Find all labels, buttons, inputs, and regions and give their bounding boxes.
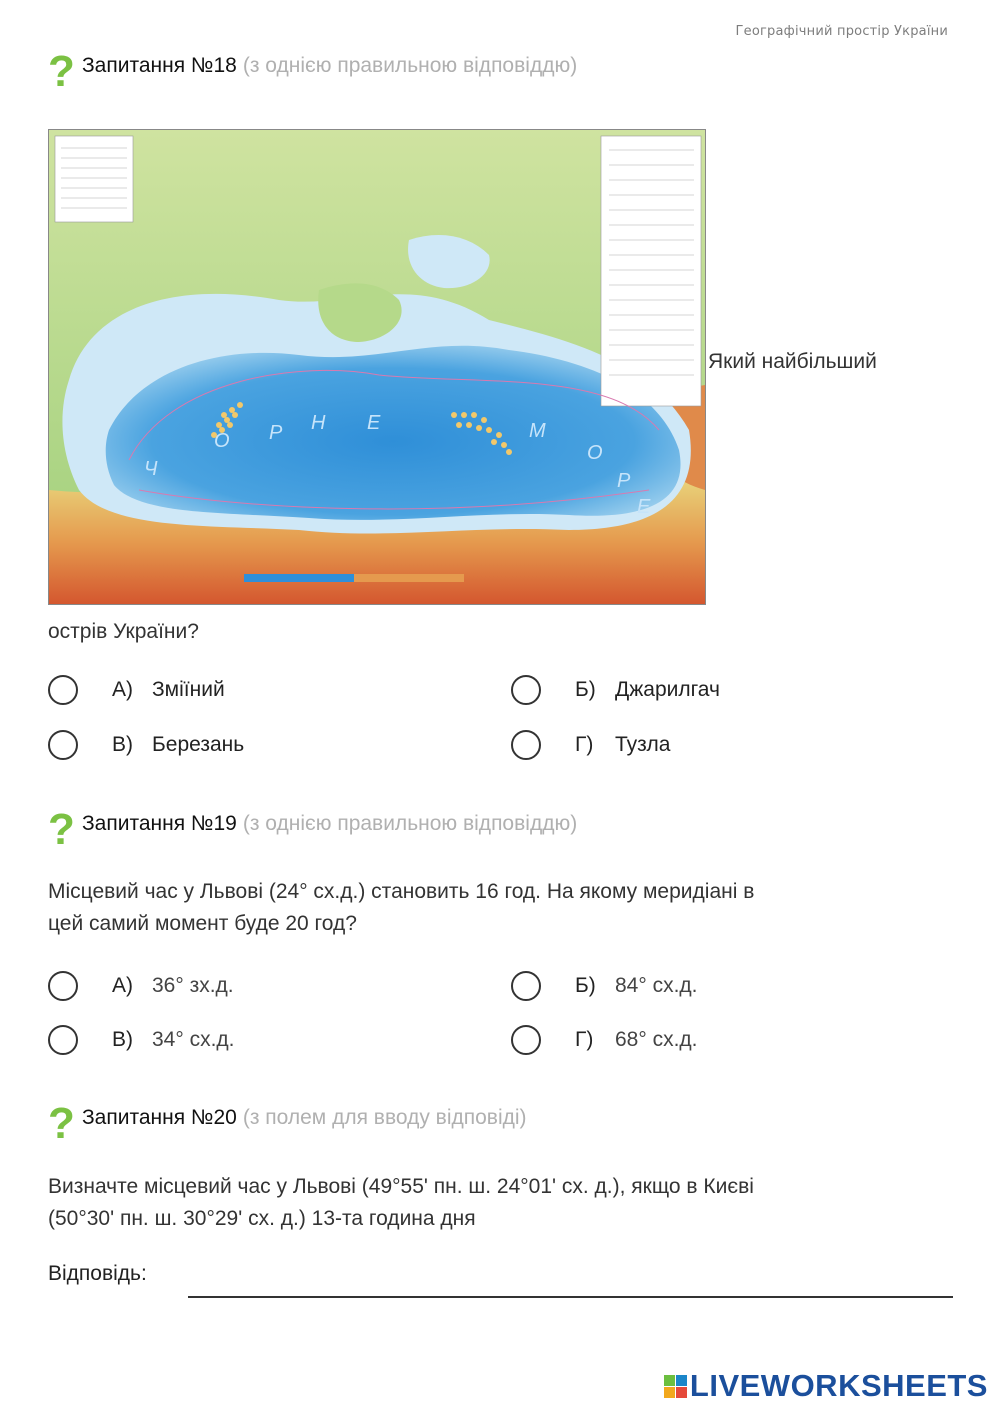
question-19-text [48,876,848,940]
option-letter: А) [112,678,133,701]
radio-button[interactable] [48,971,78,1001]
question-mark-icon: ? [48,47,75,96]
question-title: Запитання №18 [82,54,237,77]
option-text: 84° сх.д. [615,974,698,997]
map-sea-label-letter: Е [637,496,651,518]
question-18-text-continued: острів України? [48,620,199,643]
map-sea-label-letter: Р [617,470,631,492]
option-letter: Г) [575,733,594,756]
radio-button[interactable] [48,1025,78,1055]
question-type: (з однією правильною відповіддю) [242,54,578,77]
question-20-header [48,1099,527,1148]
answer-input[interactable] [188,1262,953,1294]
option-a[interactable] [48,671,225,709]
option-text: 68° сх.д. [615,1028,698,1051]
option-b[interactable] [511,967,698,1005]
question-type: (з полем для вводу відповіді) [242,1106,527,1129]
question-18-text-inline: Який найбільший [708,350,877,373]
liveworksheets-logo [664,1368,988,1404]
option-c[interactable] [48,1021,235,1059]
question-20-text [48,1171,848,1235]
radio-button[interactable] [511,675,541,705]
question-title: Запитання №19 [82,812,237,835]
option-b[interactable] [511,671,720,709]
question-text-line: Місцевий час у Львові (24° сх.д.) становить 16 год. На якому меридіані в [48,880,755,903]
option-letter: Б) [575,678,596,701]
header-title: Географічний простір України [735,24,948,39]
option-letter: Г) [575,1028,594,1051]
logo-text: LIVEWORKSHEETS [689,1368,988,1403]
map-sea-label-letter: Ч [144,458,158,480]
option-c[interactable] [48,726,244,764]
radio-button[interactable] [511,730,541,760]
radio-button[interactable] [48,730,78,760]
option-a[interactable] [48,967,234,1005]
option-text: Тузла [615,733,671,756]
answer-label: Відповідь: [48,1262,147,1285]
map-sea-label-letter: М [529,420,546,442]
map-svg [49,130,705,604]
map-sea-label-letter: Н [311,412,326,434]
option-text: Джарилгач [615,678,720,701]
option-text: 34° сх.д. [152,1028,235,1051]
option-letter: А) [112,974,133,997]
question-mark-icon: ? [48,1099,75,1148]
question-type: (з однією правильною відповіддю) [242,812,578,835]
radio-button[interactable] [48,675,78,705]
option-text: Березань [152,733,245,756]
question-title: Запитання №20 [82,1106,237,1129]
map-sea-label-letter: О [587,442,603,464]
logo-icon [664,1375,687,1398]
question-text-line: цей самий момент буде 20 год? [48,912,357,935]
answer-input-underline [188,1296,953,1298]
map-sea-label-letter: Р [269,422,283,444]
option-letter: В) [112,733,133,756]
question-18-header [48,47,578,96]
option-d[interactable] [511,726,670,764]
option-d[interactable] [511,1021,698,1059]
radio-button[interactable] [511,971,541,1001]
radio-button[interactable] [511,1025,541,1055]
question-mark-icon: ? [48,805,75,854]
map-sea-label-letter: О [214,430,230,452]
map-sea-label-letter: Е [367,412,381,434]
option-letter: В) [112,1028,133,1051]
option-letter: Б) [575,974,596,997]
question-text-line: (50°30' пн. ш. 30°29' сх. д.) 13-та година дня [48,1207,476,1230]
option-text: Зміїний [152,678,225,701]
question-text-line: Визначте місцевий час у Львові (49°55' пн. ш. 24°01' сх. д.), якщо в Києві [48,1175,754,1198]
question-19-header [48,805,578,854]
option-text: 36° зх.д. [152,974,234,997]
black-sea-map-image [48,129,706,605]
